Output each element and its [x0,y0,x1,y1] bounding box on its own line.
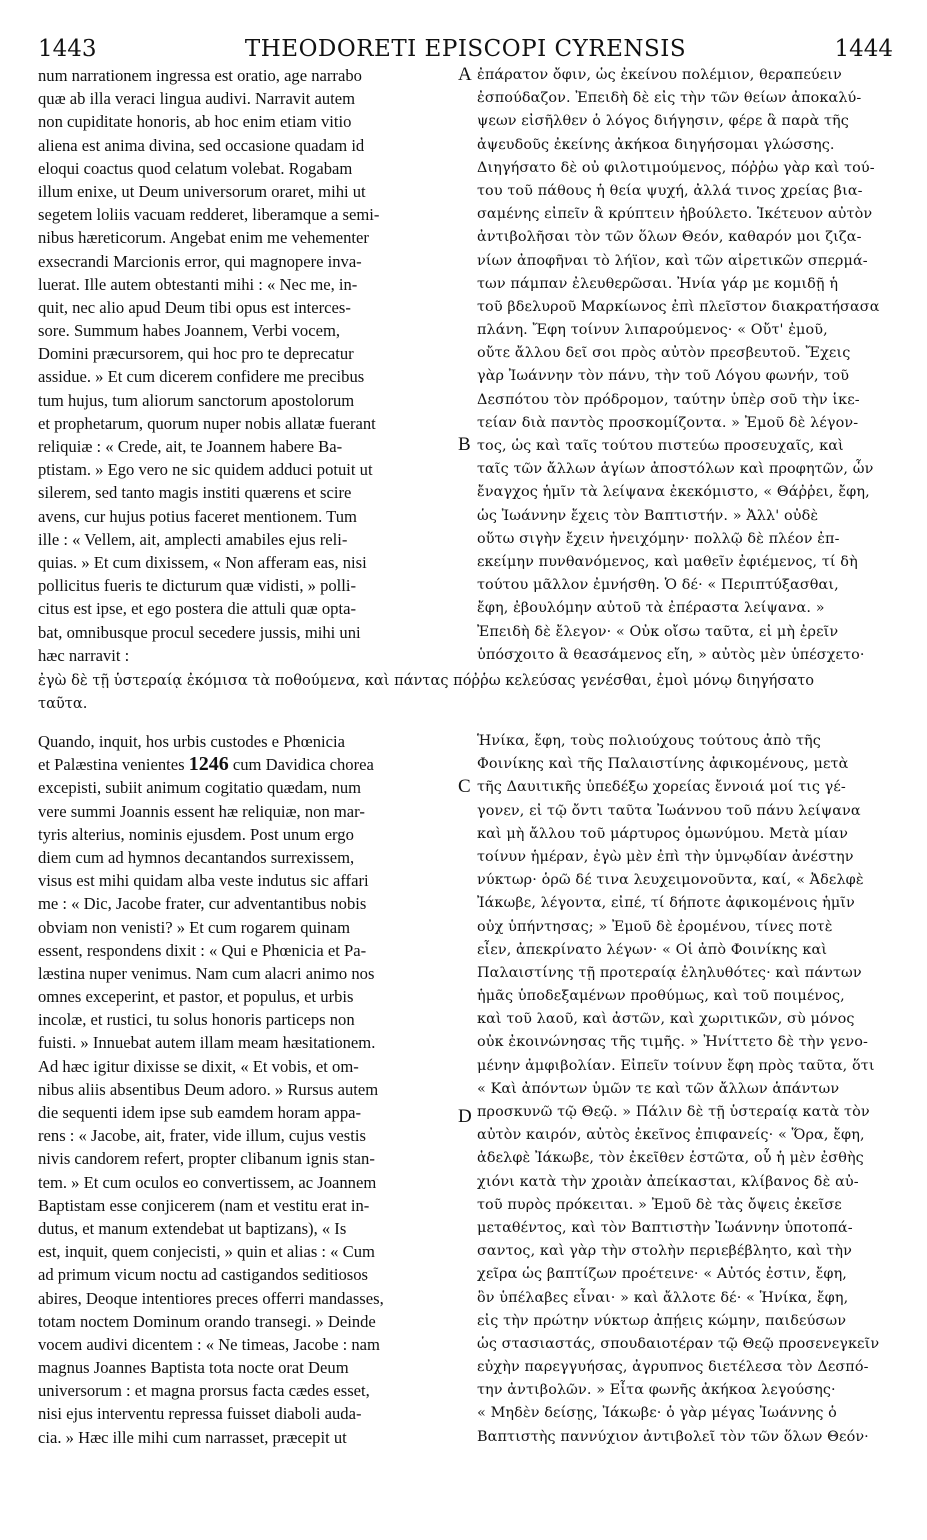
greek-line: καὶ τοῦ λαοῦ, καὶ ἀστῶν, καὶ χωριτικῶν, σὺ μόνος [477,1011,855,1028]
latin-line: nibus hæreticorum. Angebat enim me vehementer [38,228,369,248]
latin-line: num narrationem ingressa est oratio, age narrabo [38,66,362,85]
latin-line: totam noctem Dominum orando transegi. » Deinde [38,1311,376,1331]
running-header [38,36,893,66]
latin-line: diem cum ad hymnos decantandos surrexissem, [38,847,355,867]
latin-line: quit, nec alio apud Deum tibi opus est interces- [38,297,351,317]
greek-line: σαντος, καὶ γὰρ τὴν στολὴν περιεβέβλητο, καὶ τὴν [477,1243,852,1260]
latin-line: est, inquit, quem conjecisti, » quin et alias : « Cum [38,1242,375,1262]
greek-line: εἶεν, ἀπεκρίνατο λέγων· « Οἱ ἀπὸ Φοινίκης καὶ [477,941,828,958]
greek-line: ἔναγχος ἡμῖν τὰ λείψανα ἐκεκόμιστο, « Θάῤῥει, ἔφη, [477,484,870,501]
latin-line: rens : « Jacobe, ait, frater, vide illum, cujus vestis [38,1126,366,1146]
latin-line: Quando, inquit, hos urbis custodes e Phœnicia [38,732,345,751]
greek-line: ὃν ὑπέλαβες εἶναι· » καὶ ἄλλοτε δέ· « Ἡνίκα, ἔφη, [477,1289,849,1306]
latin-line: cia. » Hæc ille mihi cum narrasset, præcepit ut [38,1427,347,1447]
latin-line: ptistam. » Ego vero ne sic quidem adduci potuit ut [38,460,373,480]
latin-line: abires, Deoque intentiores preces offerri mandasses, [38,1288,384,1308]
greek-line: Ἰάκωβε, λέγοντα, εἰπέ, τί δήποτε ἀφικομένοις ἡμῖν [477,895,855,912]
greek-line: ταῖς τῶν ἄλλων ἁγίων ἀποστόλων καὶ προφητῶν, ὧν [477,461,874,478]
greek-line: ἐσπούδαζον. Ἐπειδὴ δὲ εἰς τὴν τῶν θείων ἀποκαλύ- [477,90,862,107]
greek-line: εὐχὴν παρεγγυήσας, ἀγρυπνος διετέλεσα τὸν Δεσπό- [477,1359,869,1376]
latin-line: hæc narravit : [38,645,130,665]
greek-line: Διηγήσατο δὲ οὐ φιλοτιμούμενος, πόῤῥω γὰρ καὶ τού- [477,159,875,176]
greek-line: οὔτε ἄλλου δεῖ σοι πρὸς αὐτὸν πρεσβευτοῦ. Ἔχεις [477,345,851,362]
latin-line: sore. Summum habes Joannem, Verbi vocem, [38,321,341,341]
latin-column-top [38,64,460,667]
greek-column-top [477,64,897,667]
latin-line: citus est ipse, et ego postera die attuli quæ opta- [38,599,356,619]
greek-line: προσκυνῶ τῷ Θεῷ. » Πάλιν δὲ τῇ ὑστεραίᾳ κατὰ τὸν [477,1104,870,1120]
latin-line: quias. » Et cum dixissem, « Non afferam eas, nisi [38,552,367,572]
latin-line: visus est mihi quidam alba veste indutus sic affari [38,871,369,891]
column-number: 1246 [188,753,229,776]
greek-line: τοῦ πυρὸς πρόκειται. » Ἐμοῦ δὲ τὰς ὄψεις ἐκεῖσε [477,1196,842,1213]
greek-line: των πάμπαν ἐλευθερῶσαι. Ἠνία γάρ με κομιδῇ ἡ [477,275,839,292]
margin-letter-c: C [458,776,471,797]
greek-line: ἔφη, ἐβουλόμην αὐτοῦ τὰ ἐπέραστα λείψανα. » [477,600,825,617]
latin-line: illum enixe, ut Deum universorum oraret, mihi ut [38,181,366,201]
latin-line: eloqui coactus quod celatum volebat. Rogabam [38,158,353,178]
greek-line: ἀψευδοῦς ἐκείνης ἀκήκοα διηγήσομαι γλώσσης. [477,136,835,153]
latin-line: aliena est anima divina, sed occasione quadam id [38,135,365,155]
latin-line: et prophetarum, quorum nuper nobis allatæ fuerant [38,413,376,433]
latin-line: me : « Dic, Jacobe frater, cur adventantibus nobis [38,894,367,914]
latin-line: essent, respondens dixit : « Qui e Phœnicia et Pa- [38,940,367,960]
greek-line: τῆς Δαυιτικῆς ὑπεδέξω χορείας ἔννοιά μοί τις γέ- [477,779,846,796]
latin-line: segetem loliis vacuam redderet, liberamque a semi- [38,205,380,225]
greek-line: ὡς στασιαστάς, σπουδαιοτέραν τῷ Θεῷ προσενεγκεῖν [477,1335,880,1352]
latin-line: Domini præcursorem, qui hoc pro te deprecatur [38,344,354,364]
latin-line: quæ ab illa veraci lingua audivi. Narravit autem [38,89,356,109]
greek-line: ὑπόσχοιτο ἃ θεασάμενος εἴη, » αὐτὸς μὲν ὑπέσχετο· [477,646,865,663]
margin-letter-d: D [458,1106,472,1127]
greek-line: ἀντιβολῆσαι τὸν τῶν ὅλων Θεόν, καθαρόν μοι ζιζα- [477,229,862,246]
latin-line: universorum : et magna prorsus facta cædes esset, [38,1381,370,1401]
greek-line: οὐχ ὑπήντησας; » Ἐμοῦ δὲ ἐρομένου, τίνες ποτὲ [477,918,833,935]
latin-line: silerem, sed tanto magis institi quærens et scire [38,483,352,503]
latin-line: dutus, et manum extendebat ut baptizans), « Is [38,1218,347,1238]
greek-line: τοῦ βδελυροῦ Μαρκίωνος ἐπὶ πλεῖστον διακρατήσασα [477,298,880,315]
greek-line: τούτου μᾶλλον ἐμνήσθη. Ὁ δέ· « Περιπτύξασθαι, [477,577,839,594]
greek-full-width [38,669,898,715]
latin-line: vere summi Joannis essent hæ reliquiæ, non mar- [38,801,365,821]
latin-line: nibus aliis absentibus Deum adoro. » Rursus autem [38,1079,379,1099]
greek-line: ἀδελφὲ Ἰάκωβε, τὸν ἐκεῖθεν ἑστῶτα, οὗ ἡ μὲν ἐσθὴς [477,1150,864,1167]
latin-line: tem. » Et cum oculos eo convertissem, ac Joannem [38,1172,377,1192]
latin-line: pollicitus fueris te dicturum quæ vidisti, » polli- [38,576,357,596]
greek-line: αὐτὸν καιρόν, αὐτὸς ἐκεῖνος ἐπιφανείς· « Ὅρα, ἔφη, [477,1127,865,1144]
greek-line: γονεν, εἰ τῷ ὄντι ταῦτα Ἰωάννου τοῦ πάνυ λείψανα [477,802,861,819]
latin-column-bottom [38,730,460,1449]
latin-line: reliquiæ : « Crede, ait, te Joannem habere Ba- [38,437,343,456]
greek-line: ἐπάρατον ὄφιν, ὡς ἐκείνου πολέμιον, θεραπεύειν [477,67,842,83]
greek-line: του τοῦ πάθους ἡ θεία ψυχή, ἀλλά τινος χρείας βια- [477,182,863,199]
greek-line: γὰρ Ἰωάννην τὸν πάνυ, τὴν τοῦ Λόγου φωνήν, τοῦ [477,368,850,385]
margin-letter-b: B [458,434,471,455]
greek-line: Δεσπότου τὸν πρόδρομον, ταύτην ὑπὲρ σοῦ τὴν ἱκε- [477,391,860,408]
greek-line: τοίνυν ἡμέραν, ἐγὼ μὲν ἐπὶ τὴν ὑμνῳδίαν ἀνέστην [477,848,854,865]
greek-line: οὕτω σιγὴν ἔχειν ἠνειχόμην· πολλῷ δὲ πλέον ἐπ- [477,530,840,547]
greek-line: τος, ὡς καὶ ταῖς τούτου πιστεύω προσευχαῖς, καὶ [477,438,844,454]
latin-line: Baptistam esse conjicerem (nam et vestitu erat in- [38,1195,370,1215]
greek-line: πλάνη. Ἔφη τοίνυν λιπαρούμενος· « Οὔτ' ἐμοῦ, [477,322,828,339]
latin-line: exsecrandi Marcionis error, qui magnopere inva- [38,251,362,271]
greek-column-bottom [477,730,897,1449]
latin-line: ille : « Vellem, ait, amplecti amabiles ejus reli- [38,529,348,549]
greek-line: ὡς Ἰωάννην ἔχεις τὸν Βαπτιστήν. » Ἀλλ' οὐδὲ [477,507,819,524]
latin-line: assidue. » Et cum dicerem confidere me precibus [38,367,365,387]
latin-line: avens, cur hujus potius faceret mentionem. Tum [38,506,357,526]
latin-line: Ad hæc igitur dixisse se dixit, « Et vobis, et om- [38,1056,359,1076]
greek-line: μεταθέντος, καὶ τὸν Βαπτιστὴν Ἰωάννην ὑποτοπά- [477,1219,853,1236]
greek-line: νίων ἀποφῆναι τὸ λήϊον, καὶ τῶν αἱρετικῶν σπερμά- [477,252,868,269]
greek-line: σαμένης εἰπεῖν ἃ κρύπτειν ἠβούλετο. Ἱκέτευον αὐτὸν [477,206,873,223]
greek-line: Βαπτιστὴς παννύχιον ἀντιβολεῖ τὸν τῶν ὅλων Θεόν· [477,1428,869,1445]
latin-line: die sequenti idem ipse sub eamdem horam appa- [38,1103,362,1122]
greek-line: εἰς τὴν πρώτην νύκτωρ ἀπῄεις κώμην, παιδεύσων [477,1312,847,1329]
margin-letter-a: A [458,64,472,85]
greek-full-line: ταῦτα. [38,695,88,712]
greek-line: οὐκ ἐκοινώνησας τῆς τιμῆς. » Ἠνίττετο δὲ τὴν γενο- [477,1034,868,1051]
greek-line: Ἐπειδὴ δὲ ἔλεγον· « Οὐκ οἴσω ταῦτα, εἰ μὴ ἐρεῖν [477,623,839,640]
greek-line: την ἀντιβολῶν. » Εἶτα φωνῆς ἀκήκοα λεγούσης· [477,1382,836,1399]
greek-line: Ἡνίκα, ἔφη, τοὺς πολιούχους τούτους ἀπὸ τῆς [477,733,821,749]
greek-line: ἡμᾶς ὑποδεξαμένων προθύμως, καὶ τοῦ ποιμένος, [477,988,845,1005]
latin-line: incolæ, et rustici, tu solus honoris particeps non [38,1010,355,1030]
latin-line: tum hujus, tum aliorum sanctorum apostolorum [38,390,355,410]
greek-line: « Καὶ ἀπόντων ὑμῶν τε καὶ τῶν ἄλλων ἁπάντων [477,1080,840,1097]
latin-line: vocem audivi dicentem : « Ne timeas, Jacobe : nam [38,1334,380,1354]
latin-line: tyris alterius, nominis ejusdem. Post unum ergo [38,824,354,844]
greek-line: εκείμην πυνθανόμενος, καὶ μαθεῖν ἐφιέμενος, τί δὴ [477,553,858,570]
greek-full-line: ἐγὼ δὲ τῇ ὑστεραίᾳ ἐκόμισα τὰ ποθούμενα, καὶ πάντας πόῤῥω κελεύσας γενέσθαι, ἐμοὶ μόνῳ διηγήσατο [38,672,815,689]
page-number-left: 1443 [38,36,97,62]
greek-line: « Μηδὲν δείσῃς, Ἰάκωβε· ὁ γὰρ μέγας Ἰωάννης ὁ [477,1405,837,1422]
latin-line: magnus Joannes Baptista tota nocte orat Deum [38,1358,349,1378]
greek-line: ψεων εἰσῆλθεν ὁ λόγος διήγησιν, φέρε ἃ παρὰ τῆς [477,113,849,130]
latin-line: læstina nuper venimus. Nam cum alacri animo nos [38,963,375,983]
latin-line: bat, omnibusque procul secedere jussis, mihi uni [38,622,361,642]
running-title: THEODORETI EPISCOPI CYRENSIS [244,36,687,62]
latin-line: nivis candorem refert, propter clibanum ignis stan- [38,1149,375,1169]
greek-line: Παλαιστίνης τῇ προτεραίᾳ ἐληλυθότες· καὶ πάντων [477,964,862,981]
greek-line: χεῖρα ὡς βαπτίζων προέτεινε· « Αὐτός ἐστιν, ἔφη, [477,1266,847,1283]
latin-line: ad primum vicum noctu ad castigandos seditiosos [38,1265,368,1285]
latin-line: nisi ejus interventu repressa fuisset diaboli auda- [38,1404,362,1424]
greek-line: τείαν διὰ παντὸς προσκομίζοντα. » Ἐμοῦ δὲ λέγον- [477,414,859,431]
greek-line: χιόνι κατὰ τὴν χροιὰν ἀπείκασται, κλίβανος δὲ αὐ- [477,1173,859,1190]
page-number-right: 1444 [834,36,893,62]
latin-line: et Palæstina venientes 1246 cum Davidica chorea [38,753,374,776]
greek-line: μένην ἀμφιβολίαν. Εἰπεῖν τοίνυν ἔφη πρὸς ταῦτα, ὅτι [477,1057,875,1074]
latin-line: non cupiditate honoris, ab hoc enim etiam vitio [38,112,352,132]
latin-line: luerat. Ille autem obtestanti mihi : « Nec me, in- [38,274,358,294]
latin-line: omnes exceperint, et pastor, et populus, et urbis [38,987,354,1007]
greek-line: Φοινίκης καὶ τῆς Παλαιστίνης ἀφικομένους, μετὰ [477,756,849,773]
greek-line: καὶ μὴ ἄλλου τοῦ μάρτυρος ὁμωνύμου. Μετὰ μίαν [477,825,848,842]
greek-line: νύκτωρ· ὁρῶ δέ τινα λευχειμονοῦντα, καί, « Ἀδελφὲ [477,872,864,889]
latin-line: obviam non venisti? » Et cum rogarem quinam [38,917,350,937]
latin-line: fuisti. » Innuebat autem illam meam hæsitationem. [38,1033,376,1053]
latin-line: excepisti, subiit animum cogitatio quædam, num [38,778,362,798]
